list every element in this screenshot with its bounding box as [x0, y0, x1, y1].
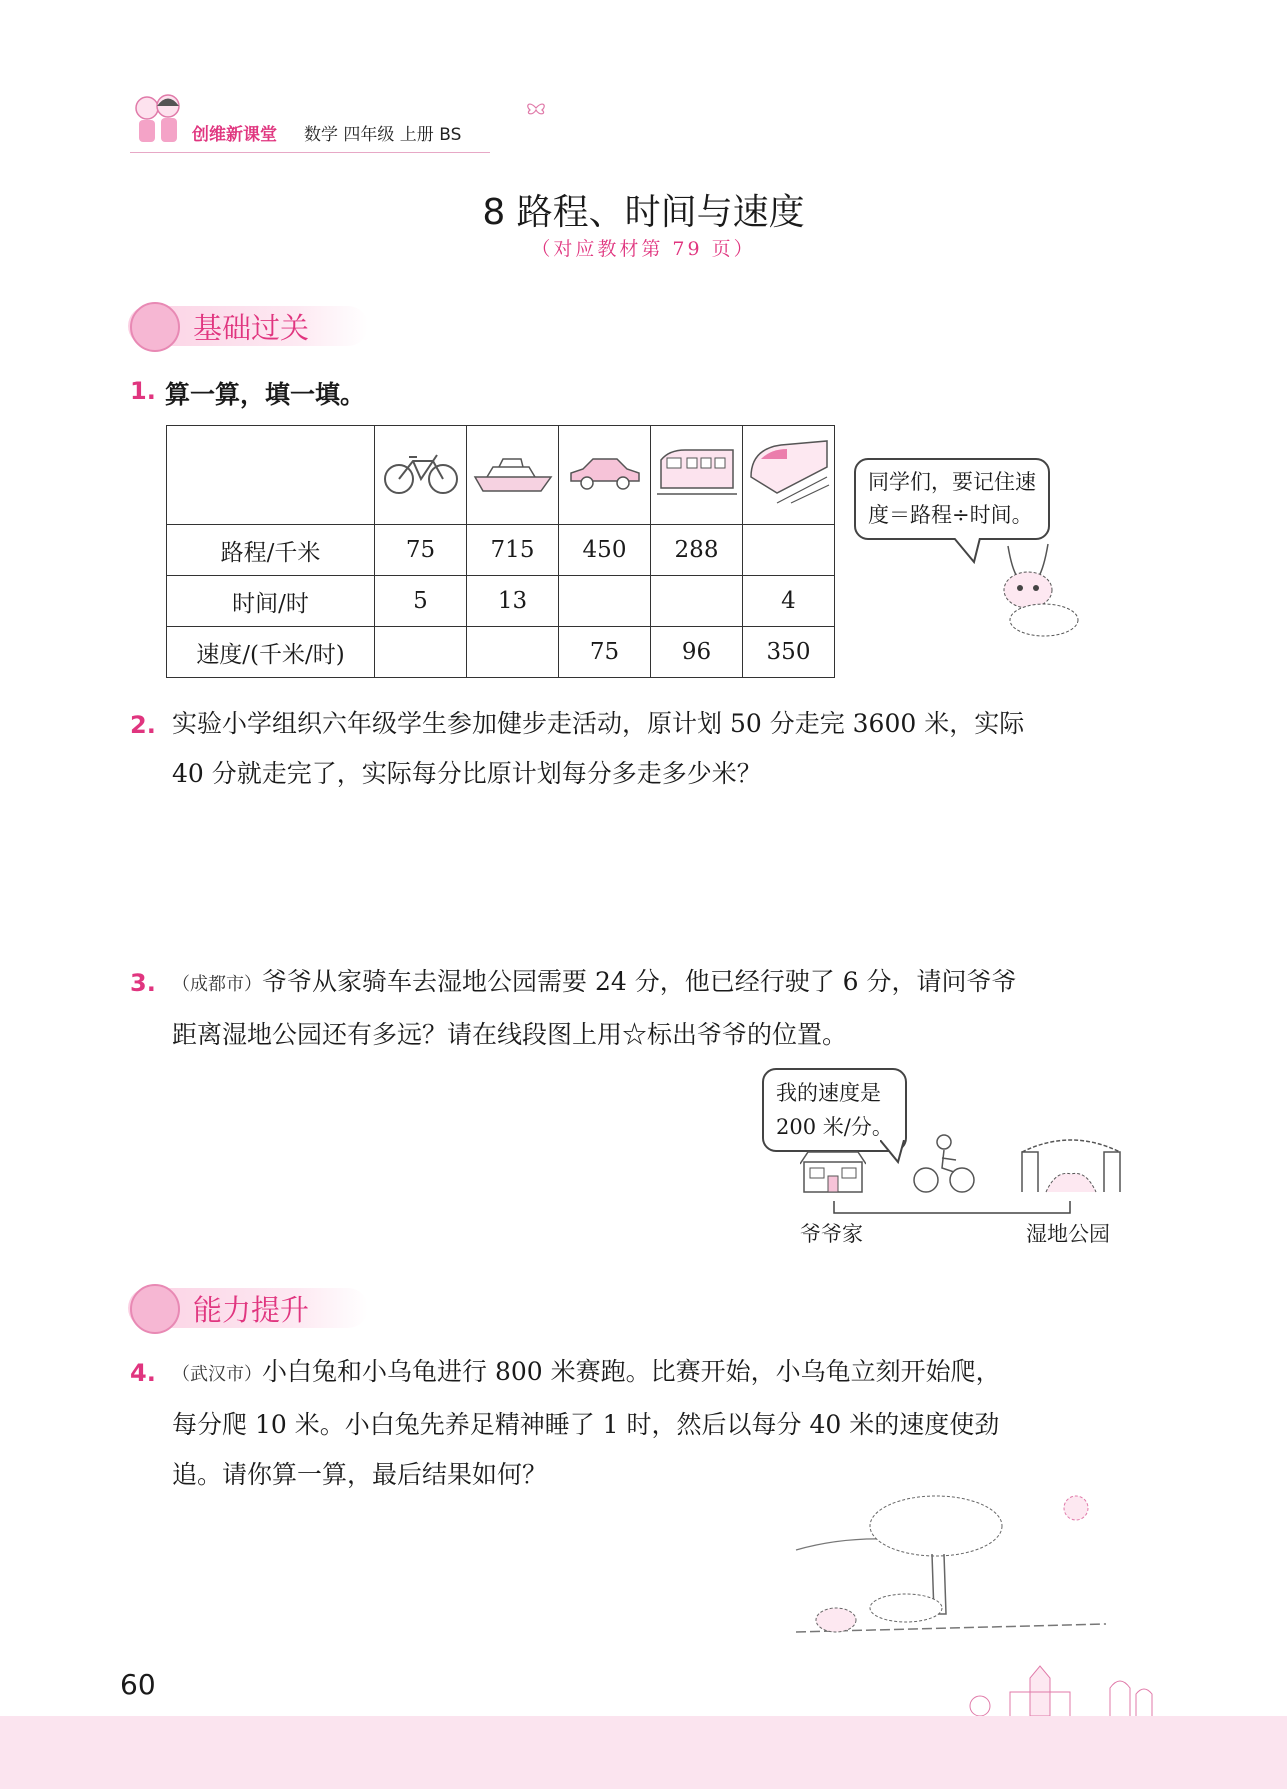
bicycle-icon	[375, 426, 467, 525]
line-segment	[832, 1200, 1072, 1219]
speech-bubble-formula	[854, 458, 1050, 540]
speech-tail	[880, 1140, 910, 1168]
question-text	[172, 1347, 1172, 1500]
row-label: 速度/(千米/时)	[167, 627, 375, 678]
brand-name: 创维新课堂	[192, 125, 277, 145]
butterfly-icon	[525, 100, 547, 120]
table-cell-blank[interactable]	[375, 627, 467, 678]
label-park: 湿地公园	[1026, 1222, 1110, 1246]
question-source-tag: （武汉市）	[172, 1364, 262, 1385]
table-cell: 5	[375, 576, 467, 627]
question-line: 追。请你算一算，最后结果如何？	[172, 1460, 548, 1489]
table-corner-cell	[167, 426, 375, 525]
table-cell: 350	[743, 627, 835, 678]
question-line: 实验小学组织六年级学生参加健步走活动，原计划 50 分走完 3600 米，实际	[172, 709, 1025, 738]
question-number: 3.	[130, 969, 156, 997]
train-icon	[651, 426, 743, 525]
table-cell-blank[interactable]	[559, 576, 651, 627]
question-text: 算一算，填一填。	[165, 380, 366, 409]
bubble-line: 度＝路程÷时间。	[868, 503, 1033, 527]
header-rule	[130, 152, 490, 153]
book-info: 数学 四年级 上册 BS	[304, 125, 462, 145]
table-cell: 288	[651, 525, 743, 576]
section-title-basic: 基础过关	[193, 311, 310, 345]
lesson-title: 8 路程、时间与速度	[482, 192, 805, 233]
label-home: 爷爷家	[800, 1222, 863, 1246]
cyclist-icon	[912, 1132, 976, 1200]
question-line: 40 分就走完了，实际每分比原计划每分多走多少米？	[172, 759, 762, 788]
lesson-subtitle: （对应教材第 79 页）	[531, 238, 756, 260]
bubble-line: 我的速度是	[776, 1081, 881, 1105]
high-speed-train-icon	[743, 426, 835, 525]
page-footer-band	[0, 1716, 1287, 1789]
question-line-text: 爷爷从家骑车去湿地公园需要 24 分，他已经行驶了 6 分，请问爷爷	[262, 967, 1017, 996]
question-line	[172, 957, 1172, 1010]
question-number: 1.	[130, 377, 156, 405]
table-cell: 715	[467, 525, 559, 576]
table-cell: 75	[375, 525, 467, 576]
page-number: 60	[120, 1668, 156, 1701]
bubble-line: 200 米/分。	[776, 1115, 893, 1139]
row-label: 时间/时	[167, 576, 375, 627]
question-number: 4.	[130, 1359, 156, 1387]
table-cell: 4	[743, 576, 835, 627]
question-text	[172, 699, 1172, 799]
section-badge-icon	[130, 1284, 180, 1334]
table-cell-blank[interactable]	[651, 576, 743, 627]
question-line: 距离湿地公园还有多远？请在线段图上用☆标出爷爷的位置。	[172, 1020, 848, 1049]
table-cell: 96	[651, 627, 743, 678]
table-cell: 13	[467, 576, 559, 627]
table-cell-blank[interactable]	[467, 627, 559, 678]
question-number: 2.	[130, 711, 156, 739]
house-icon	[800, 1148, 866, 1198]
question-source-tag: （成都市）	[172, 974, 262, 995]
table-cell-blank[interactable]	[743, 525, 835, 576]
section-title-advanced: 能力提升	[193, 1293, 310, 1327]
row-label: 路程/千米	[167, 525, 375, 576]
question-text	[172, 957, 1172, 1060]
question-line-text: 小白兔和小乌龟进行 800 米赛跑。比赛开始，小乌龟立刻开始爬，	[262, 1357, 1001, 1386]
section-badge-icon	[130, 302, 180, 352]
table-cell: 450	[559, 525, 651, 576]
bubble-line: 同学们，要记住速	[868, 470, 1036, 494]
table-cell: 75	[559, 627, 651, 678]
header-mascot-icon	[130, 92, 188, 152]
question-line	[172, 1347, 1172, 1400]
rabbit-icon	[978, 540, 1088, 644]
castle-decoration-icon	[950, 1648, 1160, 1722]
park-gate-icon	[1016, 1134, 1126, 1198]
question-line: 每分爬 10 米。小白兔先养足精神睡了 1 时，然后以每分 40 米的速度使劲	[172, 1410, 1000, 1439]
speed-table	[166, 425, 835, 678]
car-icon	[559, 426, 651, 525]
ship-icon	[467, 426, 559, 525]
race-scene-illustration	[786, 1490, 1116, 1654]
